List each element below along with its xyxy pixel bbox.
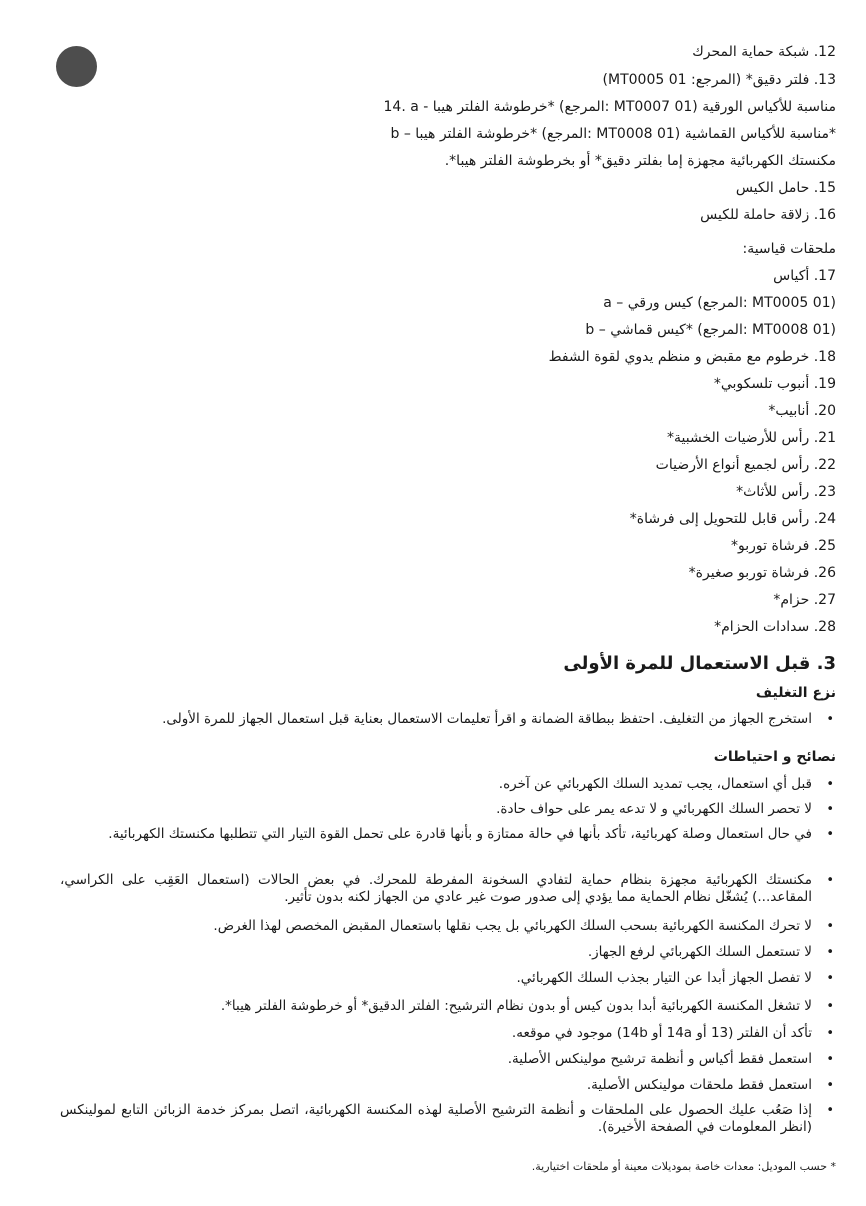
tip-item: • مكنستك الكهربائية مجهزة بنظام حماية لتفادي السخونة المفرطة للمحرك. في بعض الحالات (استعمال العَقِب على الكراسي، المقاعد...) يُشغّل نظام الحماية مما يؤدي إلى صدور صوت غير عادي من الجهاز لكنه بدون تأثير. xyxy=(60,872,836,906)
tip-item: • لا تحصر السلك الكهربائي و لا تدعه يمر على حواف حادة. xyxy=(60,801,836,818)
parts-item: b – خرطوشة الفلتر هيبا* (المرجع: MT0008 01) مناسبة للأكياس القماشية* xyxy=(390,126,836,142)
unpacking-bullet: • استخرج الجهاز من التغليف. احتفظ ببطاقة الضمانة و اقرأ تعليمات الاستعمال بعناية قبل استعمال الجهاز للمرة الأولى. xyxy=(60,711,836,728)
accessory-item: 27. حزام* xyxy=(773,592,836,608)
accessories-title: ملحقات قياسية: xyxy=(742,241,836,257)
tip-item: • في حال استعمال وصلة كهربائية، تأكد بأنها في حالة ممتازة و بأنها قادرة على تحمل القوة التيار التي تتطلبها مكنستك الكهربائية. xyxy=(60,826,836,843)
page-marker-dot xyxy=(56,46,97,87)
section-title: 3. قبل الاستعمال للمرة الأولى xyxy=(563,653,836,674)
accessory-item: 17. أكياس xyxy=(773,268,836,284)
tip-item: • لا تحرك المكنسة الكهربائية بسحب السلك الكهربائي بل يجب نقلها باستعمال المقبض المخصص لهذا الغرض. xyxy=(60,918,836,935)
parts-item: 12. شبكة حماية المحرك xyxy=(692,44,836,60)
accessory-item: 20. أنابيب* xyxy=(768,403,836,419)
tip-item: • تأكد أن الفلتر (13 أو 14a أو 14b) موجود في موقعه. xyxy=(60,1025,836,1042)
tip-item: • استعمل فقط ملحقات مولينكس الأصلية. xyxy=(60,1077,836,1094)
accessory-item: 24. رأس قابل للتحويل إلى فرشاة* xyxy=(629,511,836,527)
footnote: * حسب الموديل: معدات خاصة بموديلات معينة أو ملحقات اختيارية. xyxy=(531,1160,836,1173)
parts-note: مكنستك الكهربائية مجهزة إما بفلتر دقيق* أو بخرطوشة الفلتر هيبا*. xyxy=(444,153,836,169)
tip-item: • لا تشغل المكنسة الكهربائية أبدا بدون كيس أو بدون نظام الترشيح: الفلتر الدقيق* أو خرطوشة الفلتر هيبا*. xyxy=(60,998,836,1015)
parts-item: 13. فلتر دقيق* (المرجع: MT0005 01) xyxy=(602,72,836,88)
tip-item: • لا تفصل الجهاز أبدا عن التيار بجذب السلك الكهربائي. xyxy=(60,970,836,987)
tip-item: • استعمل فقط أكياس و أنظمة ترشيح مولينكس الأصلية. xyxy=(60,1051,836,1068)
accessory-item: 23. رأس للأثاث* xyxy=(736,484,836,500)
accessory-item: 22. رأس لجميع أنواع الأرضيات xyxy=(655,457,836,473)
tip-item: • قبل أي استعمال، يجب تمديد السلك الكهربائي عن آخره. xyxy=(60,776,836,793)
accessory-item: 26. فرشاة توربو صغيرة* xyxy=(688,565,836,581)
accessory-item: b – كيس قماشي* (المرجع: MT0008 01) xyxy=(585,322,836,338)
parts-item: 16. زلاقة حاملة للكيس xyxy=(700,207,836,223)
accessory-item: 18. خرطوم مع مقبض و منظم يدوي لقوة الشفط xyxy=(548,349,836,365)
tip-item: • لا تستعمل السلك الكهربائي لرفع الجهاز. xyxy=(60,944,836,961)
accessory-item: 25. فرشاة توربو* xyxy=(731,538,836,554)
tips-title: نصائح و احتياطات xyxy=(713,749,836,765)
parts-item: 14. a - خرطوشة الفلتر هيبا* (المرجع: MT0007 01) مناسبة للأكياس الورقية xyxy=(383,99,836,115)
unpacking-title: نزع التغليف xyxy=(755,685,836,701)
parts-item: 15. حامل الكيس xyxy=(735,180,836,196)
accessory-item: 28. سدادات الحزام* xyxy=(714,619,836,635)
accessory-item: a – كيس ورقي (المرجع: MT0005 01) xyxy=(603,295,836,311)
accessory-item: 19. أنبوب تلسكوبي* xyxy=(713,376,836,392)
tip-item: • إذا صَعُب عليك الحصول على الملحقات و أنظمة الترشيح الأصلية لهذه المكنسة الكهربائية، اتصل بمركز خدمة الزبائن التابع لمولينكس (انظر المعلومات في الصفحة الأخيرة). xyxy=(60,1102,836,1136)
accessory-item: 21. رأس للأرضيات الخشبية* xyxy=(667,430,836,446)
